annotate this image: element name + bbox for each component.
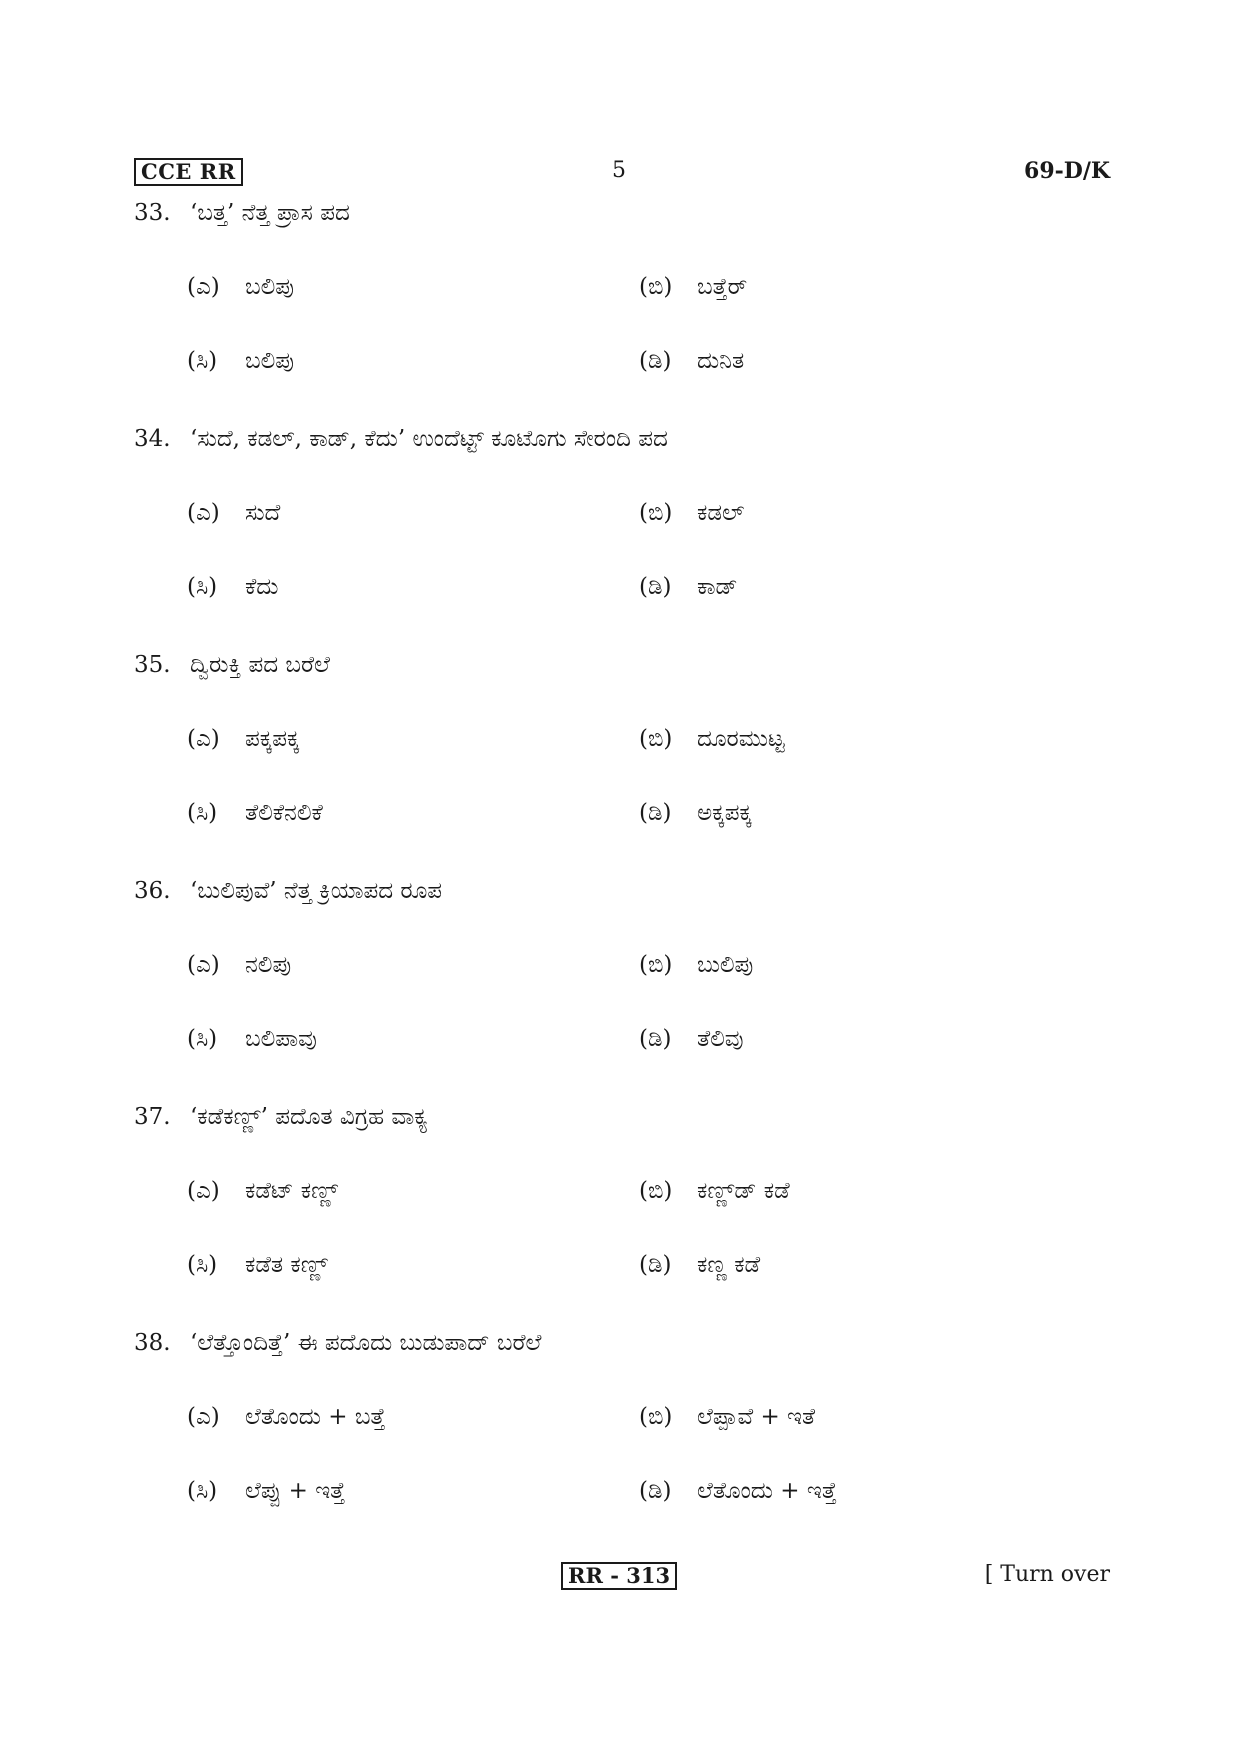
- option-text: ದೂರಮುಟ್ಟ: [697, 726, 785, 752]
- option-label: (ಡಿ): [639, 1252, 672, 1278]
- question-list: [134, 198, 1110, 1554]
- option-text: ಬಲಿಪಾವು: [245, 1026, 317, 1052]
- option-label: (ಬಿ): [639, 952, 673, 978]
- option-a: [187, 1176, 338, 1206]
- option-c: [187, 1250, 328, 1280]
- question-text: ‘ಲೆತ್ತೊಂದಿತ್ತೆ’ ಈ ಪದೊದು ಬುಡುಪಾದ್ ಬರೆಲೆ: [190, 1330, 542, 1356]
- option-text: ಕಣ್ಣ ಕಡೆ: [697, 1252, 761, 1278]
- question-number: 34.: [134, 426, 171, 452]
- option-text: ತೆಲಿವು: [697, 1026, 744, 1052]
- question-text: ‘ಬತ್ತ’ ನೆತ್ತ ಪ್ರಾಸ ಪದ: [190, 200, 350, 226]
- option-text: ಕಡಲ್: [697, 500, 745, 526]
- turn-over-note: [ Turn over: [984, 1562, 1110, 1587]
- option-text: ಕೆದು: [245, 574, 279, 600]
- question-number: 37.: [134, 1104, 171, 1130]
- option-text: ಅಕ್ಕಪಕ್ಕ: [697, 800, 752, 826]
- option-text: ತೆಲಿಕೆನಲಿಕೆ: [245, 800, 323, 826]
- option-b: [639, 1176, 790, 1206]
- question-37: [134, 1102, 1110, 1328]
- question-33: [134, 198, 1110, 424]
- option-label: (ಸಿ): [187, 1252, 218, 1278]
- option-b: [639, 724, 785, 754]
- option-c: [187, 346, 294, 376]
- option-a: [187, 724, 300, 754]
- option-label: (ಬಿ): [639, 500, 673, 526]
- option-text: ಲೆತೊಂದು + ಬತ್ತೆ: [245, 1404, 386, 1430]
- option-text: ಲೆಪ್ಪಾವೆ + ಇತೆ: [697, 1404, 816, 1430]
- option-label: (ಡಿ): [639, 1478, 672, 1504]
- question-text: ‘ಬುಲಿಪುವೆ’ ನೆತ್ತ ಕ್ರಿಯಾಪದ ರೂಪ: [190, 878, 443, 904]
- option-label: (ಸಿ): [187, 1478, 218, 1504]
- option-b: [639, 1402, 815, 1432]
- option-label: (ಬಿ): [639, 1404, 673, 1430]
- question-number: 33.: [134, 200, 171, 226]
- question-34: [134, 424, 1110, 650]
- option-text: ದುನಿತ: [697, 348, 745, 374]
- option-b: [639, 950, 753, 980]
- option-label: (ಬಿ): [639, 1178, 673, 1204]
- question-35: [134, 650, 1110, 876]
- option-label: (ಎ): [187, 500, 220, 526]
- question-38: [134, 1328, 1110, 1554]
- option-text: ಬಲಿಪು: [245, 348, 294, 374]
- option-d: [639, 572, 738, 602]
- option-label: (ಎ): [187, 1178, 220, 1204]
- question-number: 35.: [134, 652, 171, 678]
- option-text: ಬತ್ತೆರ್: [697, 274, 748, 300]
- option-a: [187, 272, 294, 302]
- option-label: (ಸಿ): [187, 800, 218, 826]
- option-text: ಲೆತೊಂದು + ಇತ್ತೆ: [697, 1478, 837, 1504]
- option-label: (ಬಿ): [639, 274, 673, 300]
- option-text: ಕಡೆತ ಕಣ್ಣ್: [245, 1252, 328, 1278]
- option-text: ಕಡೆಟ್ ಕಣ್ಣ್: [245, 1178, 339, 1204]
- option-d: [639, 1024, 744, 1054]
- option-text: ಪಕ್ಕಪಕ್ಕ: [245, 726, 300, 752]
- page-header: [134, 158, 1110, 188]
- option-c: [187, 572, 278, 602]
- option-c: [187, 798, 323, 828]
- option-label: (ಎ): [187, 1404, 220, 1430]
- option-text: ಲೆಪ್ಪು + ಇತ್ತೆ: [245, 1478, 346, 1504]
- option-label: (ಎ): [187, 274, 220, 300]
- option-label: (ಸಿ): [187, 348, 218, 374]
- question-text: ‘ಕಡೆಕಣ್ಣ್’ ಪದೊತ ವಿಗ್ರಹ ವಾಕ್ಯ: [190, 1104, 428, 1130]
- option-label: (ಸಿ): [187, 574, 218, 600]
- question-number: 36.: [134, 878, 171, 904]
- paper-code: 69-D/K: [1024, 158, 1110, 184]
- option-label: (ಎ): [187, 726, 220, 752]
- option-c: [187, 1476, 345, 1506]
- option-d: [639, 346, 744, 376]
- option-label: (ಬಿ): [639, 726, 673, 752]
- option-label: (ಡಿ): [639, 1026, 672, 1052]
- footer-code-box: RR - 313: [561, 1562, 677, 1590]
- option-d: [639, 1476, 837, 1506]
- option-d: [639, 798, 752, 828]
- option-text: ಕಣ್ಣ್‌ಡ್ ಕಡೆ: [697, 1178, 790, 1204]
- option-text: ಬಲಿಪು: [245, 274, 294, 300]
- exam-code-box: CCE RR: [134, 158, 243, 186]
- question-text: ದ್ವಿರುಕ್ತಿ ಪದ ಬರೆಲೆ: [190, 652, 330, 678]
- option-d: [639, 1250, 760, 1280]
- option-b: [639, 498, 744, 528]
- page-footer: [134, 1562, 1110, 1592]
- option-label: (ಡಿ): [639, 800, 672, 826]
- option-text: ಕಾಡ್: [697, 574, 738, 600]
- option-a: [187, 1402, 386, 1432]
- option-b: [639, 272, 747, 302]
- option-label: (ಡಿ): [639, 574, 672, 600]
- page-number: 5: [612, 158, 626, 183]
- question-text: ‘ಸುದೆ, ಕಡಲ್, ಕಾಡ್, ಕೆದು’ ಉಂದೆಟ್ಟ್ ಕೂಟೊಗು ಸೇರಂದಿ ಪದ: [190, 426, 668, 452]
- option-text: ಸುದೆ: [245, 500, 281, 526]
- option-text: ಬುಲಿಪು: [697, 952, 754, 978]
- option-c: [187, 1024, 317, 1054]
- question-36: [134, 876, 1110, 1102]
- option-label: (ಡಿ): [639, 348, 672, 374]
- option-a: [187, 498, 280, 528]
- option-a: [187, 950, 291, 980]
- option-label: (ಎ): [187, 952, 220, 978]
- option-label: (ಸಿ): [187, 1026, 218, 1052]
- question-number: 38.: [134, 1330, 171, 1356]
- option-text: ನಲಿಪು: [245, 952, 292, 978]
